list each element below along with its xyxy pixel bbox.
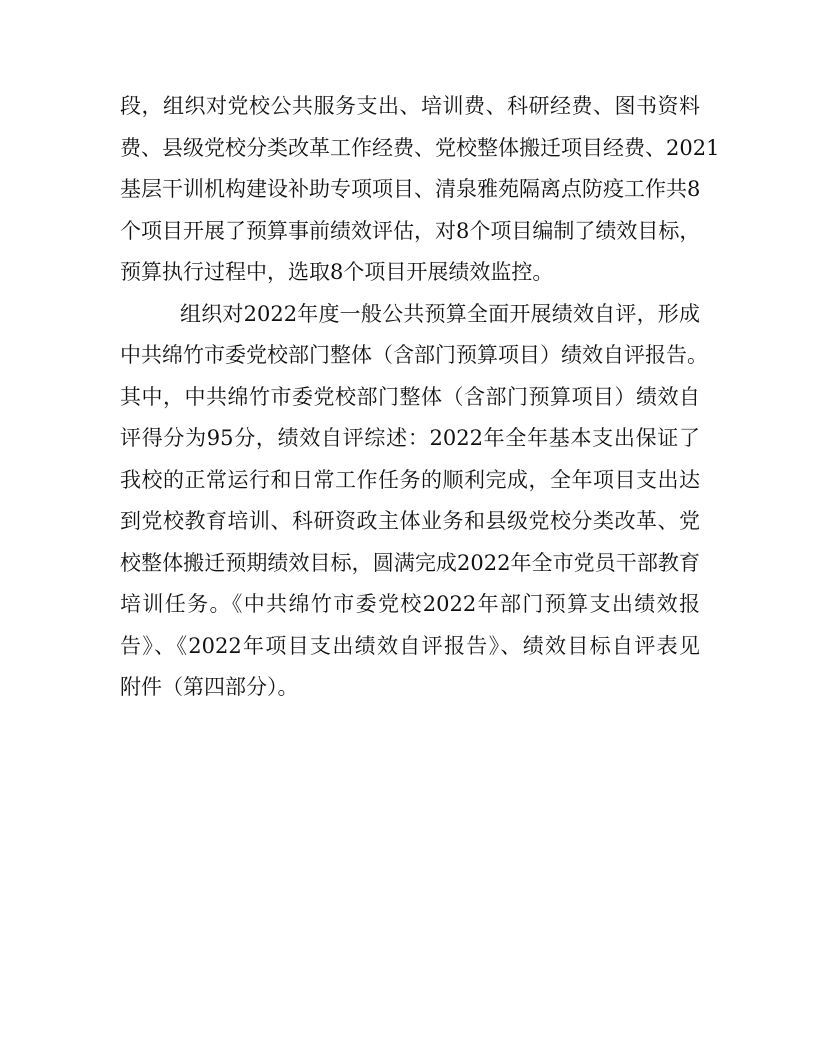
text-line: 中共绵竹市委党校部门整体（含部门预算项目）绩效自评报告。 <box>120 343 708 367</box>
text-line: 培训任务。《中共绵竹市委党校2022年部门预算支出绩效报 <box>120 592 700 616</box>
text-line: 其中，中共绵竹市委党校部门整体（含部门预算项目）绩效自 <box>120 384 700 409</box>
text-line: 段，组织对党校公共服务支出、培训费、科研经费、图书资料 <box>120 94 700 118</box>
text-line: 预算执行过程中，选取8个项目开展绩效监控。 <box>120 260 554 284</box>
text-line: 告》、《2022年项目支出绩效自评报告》、绩效目标自评表见 <box>120 633 700 658</box>
text-line: 评得分为95分，绩效自评综述：2022年全年基本支出保证了 <box>120 426 700 450</box>
text-line: 组织对2022年度一般公共预算全面开展绩效自评，形成 <box>180 301 700 326</box>
text-line: 基层干训机构建设补助专项项目、清泉雅苑隔离点防疫工作共8 <box>120 177 701 201</box>
text-line: 费、县级党校分类改革工作经费、党校整体搬迁项目经费、2021 <box>120 135 720 160</box>
text-line: 到党校教育培训、科研资政主体业务和县级党校分类改革、党 <box>120 509 700 533</box>
text-line: 我校的正常运行和日常工作任务的顺利完成，全年项目支出达 <box>120 467 700 492</box>
paragraph-2 <box>120 294 708 709</box>
body-text <box>120 86 720 709</box>
text-line: 校整体搬迁预期绩效目标，圆满完成2022年全市党员干部教育 <box>120 550 700 575</box>
text-line: 附件（第四部分）。 <box>120 675 299 699</box>
text-line: 个项目开展了预算事前绩效评估，对8个项目编制了绩效目标， <box>120 218 701 243</box>
paragraph-1 <box>120 86 720 294</box>
